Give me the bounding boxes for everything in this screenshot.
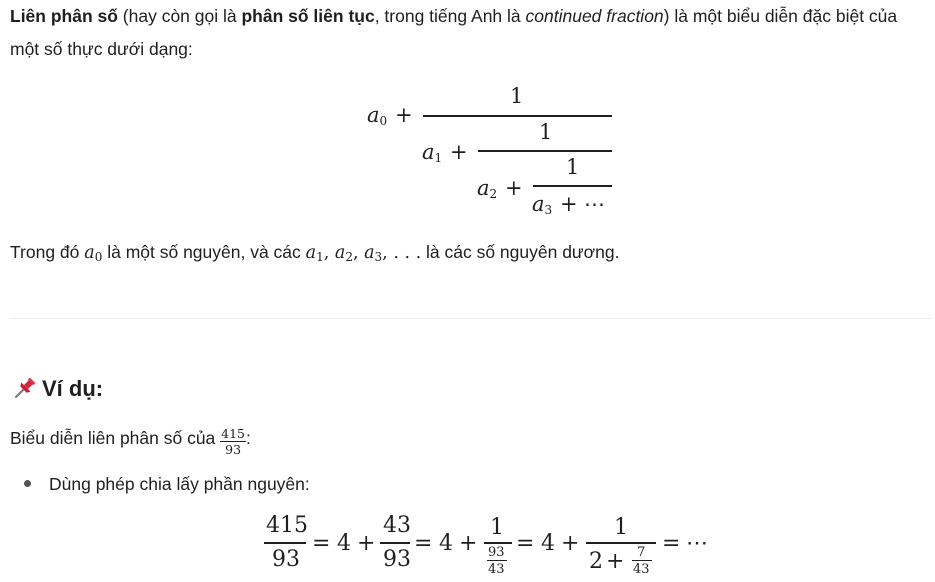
inline-frac-num: 415 [221,426,246,441]
term-a2: $a_2$ [477,176,498,201]
fraction-bar-3 [533,185,612,187]
where-a0: a [84,243,95,263]
example-heading-text: Ví dụ: [42,376,104,401]
eq-plus-4: + [606,549,625,574]
term-a1: $a_1$ [422,140,443,165]
eq-equals-3: = [516,531,535,556]
intro-text-3: ) là một biểu diễn đặc biệt của một số thực dưới dạng: [10,6,898,59]
eq-four-3: 4 [541,531,555,556]
eq-93b: 93 [383,547,411,572]
seq-sub-2: 2 [345,250,353,264]
plus-1: + [450,140,468,164]
list-item [10,468,310,500]
ellipsis: ⋯ [584,192,605,216]
numerator-1b: 1 [539,120,553,144]
bullet-dot [24,480,31,487]
eq-one-2: 1 [614,515,628,540]
eq-93-small: 93 [488,545,505,560]
term-english: continued fraction [525,6,664,26]
eq-two: 2 [589,549,603,574]
numerator-1a: 1 [510,84,524,108]
eq-four-2: 4 [439,531,453,556]
intro-text-2: , trong tiếng Anh là [374,6,526,26]
term-bold-2: phân số liên tục [241,6,375,26]
seq-comma-3: , [382,243,394,263]
seq-a3: a [364,243,375,263]
fraction-bar-1 [423,115,612,117]
eq-bar-1-9343 [484,542,512,544]
eq-equals-1: = [312,531,331,556]
eq-415: 415 [266,513,308,538]
pushpin-icon [12,375,42,411]
section-divider [10,318,932,319]
seq-dots: . . . [393,243,422,263]
eq-bar-43-93 [380,542,410,544]
eq-plus-1: + [357,531,376,556]
eq-dots: ⋯ [686,531,708,556]
seq-a1: a [305,243,317,263]
plus-2: + [505,176,523,200]
where-text-2: là một số nguyên, và các [102,242,306,262]
eq-43-small: 43 [488,562,505,577]
division-equation [0,506,935,582]
term-a3: $a_3$ [532,192,553,217]
seq-a2: a [334,243,346,263]
eq-four-1: 4 [337,531,351,556]
eq-93: 93 [272,547,300,572]
where-text-3: là các số nguyên dương. [421,242,620,262]
eq-bar-1-2plus [586,542,656,544]
intro-text-1: (hay còn gọi là [117,6,242,26]
eq-plus-3: + [561,531,580,556]
plus-3: + [560,192,578,216]
eq-one-1: 1 [490,515,504,540]
seq-sub-3: 3 [374,250,383,264]
fraction-bar-2 [478,150,612,152]
seq-sub-1: 1 [316,250,324,264]
eq-43b-small: 43 [633,562,650,577]
eq-bar-7-43 [632,560,652,561]
term-bold: Liên phân số [10,6,118,26]
eq-plus-2: + [459,531,478,556]
inline-frac-den: 93 [225,442,242,457]
where-paragraph [10,236,930,270]
where-text-1: Trong đó [10,242,85,262]
eq-equals-4: = [662,531,681,556]
example-intro [10,422,251,456]
example-heading [12,372,103,406]
term-a0: $a_0$ [367,103,388,128]
eq-bar-93-43 [487,560,507,561]
eq-7-small: 7 [637,545,646,560]
seq-comma-2: , [352,243,365,263]
continued-fraction-formula [0,0,935,230]
plus-0: + [395,103,413,127]
example-intro-text: Biểu diễn liên phân số của [10,428,221,448]
eq-bar-415-93 [264,542,306,544]
example-intro-colon: : [246,428,251,448]
inline-fraction-415-93 [220,427,246,456]
seq-comma-1: , [323,243,335,263]
eq-equals-2: = [414,531,433,556]
where-a0-sub: 0 [94,250,103,264]
eq-43: 43 [383,513,411,538]
numerator-1c: 1 [566,155,580,179]
bullet-text: Dùng phép chia lấy phần nguyên: [49,474,310,494]
